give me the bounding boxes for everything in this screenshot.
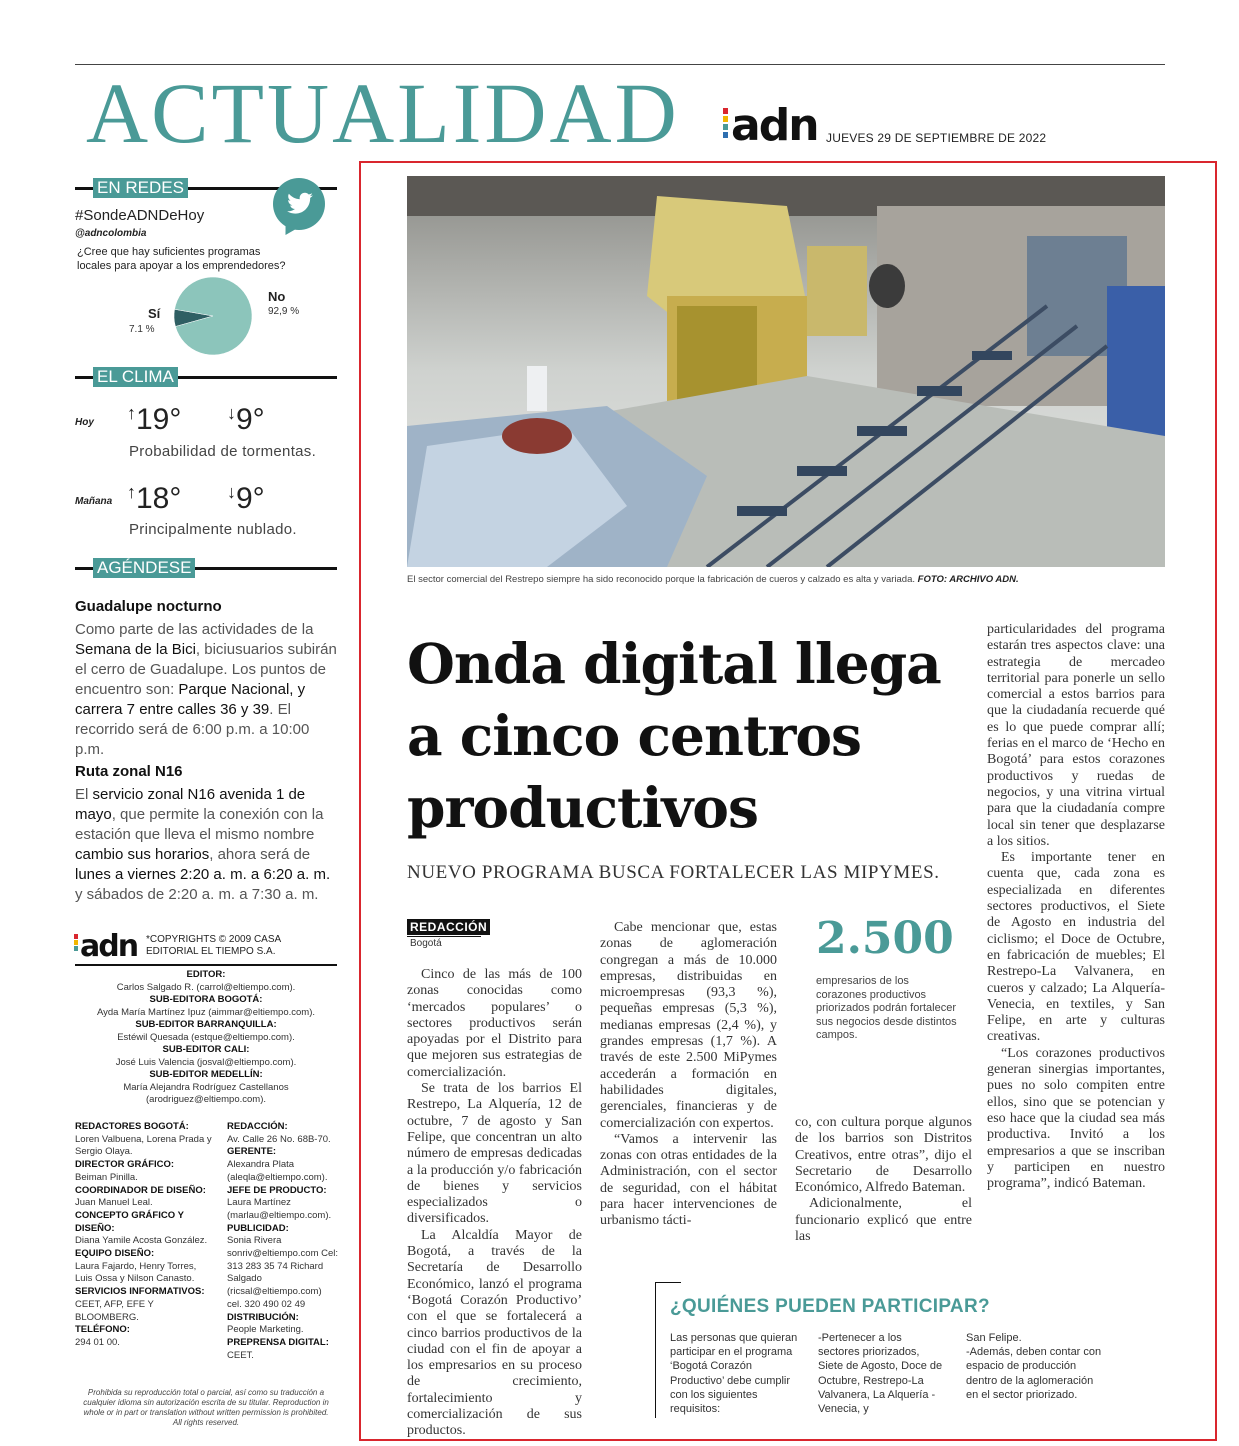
article-paragraph: Es importante tener en cuenta que, cada zona es especializada en diferentes sectores productivos, el Siete de Agosto en industria del ciclismo; el Doce de Octubre, en fabricación de muebles; El Restrepo-La Valvanera, en cueros y calzado; La Alquería-Venecia, en textiles, y San Felipe, en arte y culturas creativas. <box>987 850 1165 1045</box>
issue-date: JUEVES 29 DE SEPTIEMBRE DE 2022 <box>826 131 1047 145</box>
staff-role: PUBLICIDAD: <box>227 1222 289 1234</box>
article-column-1 <box>407 967 582 1440</box>
arrow-down-icon: ↓ <box>227 403 236 423</box>
staff-name: 294 01 00. <box>75 1336 120 1348</box>
staff-name: CEET, AFP, EFE Y BLOOMBERG. <box>75 1298 154 1323</box>
article-paragraph: “Los corazones productivos generan sinergias importantes, pues no solo compiten entre ellos, sino que se potencian y eso hace que la ciudad sea más productiva. Invitó a los empresarios a que se inscriban y participen en nuestro programa”, indicó Bateman. <box>987 1045 1165 1192</box>
agenda-text-part: lunes a viernes 2:20 a. m. a 6:20 a. m. <box>75 866 331 883</box>
staff-name: Sonia Rivera sonriv@eltiempo.com Cel: 313 283 35 74 Richard Salgado (ricsal@eltiempo.com) cel. 320 490 02 49 <box>227 1235 339 1310</box>
adn-logo-small: adn <box>80 932 137 962</box>
agenda-item-body <box>75 620 337 760</box>
box-column-3: San Felipe. -Además, deben contar con espacio de producción dentro de la aglomeración en el sector priorizado. <box>966 1332 1102 1401</box>
box-title: ¿QUIÉNES PUEDEN PARTICIPAR? <box>670 1296 990 1317</box>
article-paragraph: Adicionalmente, el funcionario explicó que entre las <box>795 1196 972 1245</box>
agenda-item-title: Ruta zonal N16 <box>75 763 183 780</box>
staff-role: COORDINADOR DE DISEÑO: <box>75 1184 206 1196</box>
weather-tomorrow-desc: Principalmente nublado. <box>129 521 297 538</box>
article-paragraph: co, con cultura porque algunos de los barrios son Distritos Creativos, entre otras”, dijo el Secretario de Desarrollo Económico, Alfredo Bateman. <box>795 1115 972 1196</box>
agenda-item-title: Guadalupe nocturno <box>75 598 222 615</box>
hashtag: #SondeADNDeHoy <box>75 207 205 224</box>
credit-role: SUB-EDITOR MEDELLÍN: <box>149 1069 263 1080</box>
credit-name: Carlos Salgado R. (carrol@eltiempo.com). <box>116 981 296 993</box>
box-rule-top <box>655 1282 681 1283</box>
weather-today-max: ↑19° <box>127 403 182 436</box>
agenda-text-part: , que permite la conexión con la estación que lleva el mismo nombre <box>75 806 324 843</box>
twitter-bird-icon <box>286 190 314 218</box>
el-clima-heading: EL CLIMA <box>75 367 337 387</box>
staff-name: Loren Valbuena, Lorena Prada y Sergio Olaya. <box>75 1133 212 1158</box>
article-subhead: NUEVO PROGRAMA BUSCA FORTALECER LAS MIPYMES. <box>407 862 940 883</box>
editors-credits <box>75 969 337 1107</box>
staff-role: SERVICIOS INFORMATIVOS: <box>75 1286 205 1298</box>
article-column-2 <box>600 920 777 1230</box>
agenda-item-body <box>75 785 337 905</box>
agenda-text-part: Semana de la Bici <box>75 641 196 658</box>
poll-no-value: 92,9 % <box>268 306 300 317</box>
staff-name: Alexandra Plata (aleqla@eltiempo.com). <box>227 1159 328 1183</box>
article-paragraph: La Alcaldía Mayor de Bogotá, a través de la Secretaría de Desarrollo Económico, lanzó el programa ‘Bogotá Corazón Productivo’ con el que se fortalecerá a cinco barrios productivos de la ciudad con el fin de apoyar a los empresarios en su proceso de crecimiento, fortalecimiento y comercialización de sus productos. <box>407 1227 582 1439</box>
staff-role: TELÉFONO: <box>75 1324 130 1336</box>
credit-name: María Alejandra Rodríguez Castellanos (arodriguez@eltiempo.com). <box>123 1081 289 1105</box>
article-paragraph: Cinco de las más de 100 zonas conocidas como ‘mercados populares’ o sectores productivos serán apoyadas por el Distrito para que mejoren sus estrategias de comercialización. <box>407 967 582 1080</box>
article-paragraph: particularidades del programa estarán tres aspectos clave: una estrategia de mercadeo territorial para ponerle un sello comercial a estos barrios para que la ciudadanía recuerde qué es lo que puede comprar allí; ferias en el marco de ‘Hecho en Bogotá’ para estos corazones productivos y ruedas de negocios, y una vitrina virtual para que la ciudadanía compre local sin tener que desplazarse a los sitios. <box>987 622 1166 849</box>
section-title: ACTUALIDAD <box>86 65 680 161</box>
copyright-text: *COPYRIGHTS © 2009 CASA EDITORIAL EL TIEMPO S.A. <box>146 934 281 957</box>
staff-role: GERENTE: <box>227 1146 277 1158</box>
weather-tomorrow-max: ↑18° <box>127 482 182 515</box>
arrow-down-icon: ↓ <box>227 482 236 502</box>
article-photo <box>407 176 1165 567</box>
copyright-rule <box>75 964 337 966</box>
agenda-text-part: El <box>75 786 93 803</box>
stat-number: 2.500 <box>816 913 954 964</box>
arrow-up-icon: ↑ <box>127 482 136 502</box>
box-column-1: Las personas que quieran participar en el programa ‘Bogotá Corazón Productivo’ debe cumplir con los siguientes requisitos: <box>670 1332 798 1416</box>
weather-today-desc: Probabilidad de tormentas. <box>129 443 317 460</box>
article-paragraph: Se trata de los barrios El Restrepo, La Alquería, 12 de octubre, 7 de agosto y San Felipe, que concentran un alto número de empresas dedicadas a la producción y/o fabricación de bienes y servicios especializados o diversificados. <box>407 1081 582 1227</box>
photo-caption: El sector comercial del Restrepo siempre ha sido reconocido porque la fabricación de cueros y calzado es alta y variada. FOTO: ARCHIVO ADN. <box>407 574 1019 585</box>
staff-role: CONCEPTO GRÁFICO Y DISEÑO: <box>75 1209 184 1234</box>
credit-role: SUB-EDITOR BARRANQUILLA: <box>135 1019 277 1030</box>
weather-today-min: ↓9° <box>227 403 265 436</box>
staff-role: DIRECTOR GRÁFICO: <box>75 1159 175 1171</box>
article-headline: Onda digital llega a cinco centros productivos <box>407 631 941 840</box>
poll-question: ¿Cree que hay suficientes programas locales para apoyar a los emprendedores? <box>77 246 286 272</box>
agenda-text-part: , biciusuarios subirán el cerro de Guadalupe. Los puntos de encuentro son: <box>75 641 337 698</box>
staff-name: Beiman Pinilla. <box>75 1171 138 1183</box>
credit-name: José Luis Valencia (josval@eltiempo.com). <box>115 1056 297 1068</box>
agenda-text-part: y sábados de 2:20 a. m. a 7:30 a. m. <box>75 886 319 903</box>
byline-city: Bogotá <box>410 938 442 949</box>
box-rule-vertical <box>655 1282 656 1418</box>
weather-tomorrow-label: Mañana <box>75 496 113 507</box>
staff-name: Av. Calle 26 No. 68B-70. <box>227 1133 331 1145</box>
agenda-text-part: , ahora será de <box>209 846 311 863</box>
agendese-heading: AGÉNDESE <box>75 558 337 578</box>
staff-name: People Marketing. <box>227 1324 304 1336</box>
staff-left <box>75 1121 215 1350</box>
staff-name: Diana Yamile Acosta González. <box>75 1235 208 1247</box>
en-redes-heading: EN REDES <box>75 178 337 198</box>
article-paragraph: Cabe mencionar que, estas zonas de aglomeración congregan a más de 10.000 empresas, distribuidas en microempresas (93,3 %), pequeñas empresas (5,3 %), medianas empresas (2,4 %), y grandes empresas (1,7 %). A través de este 2.500 MiPymes accederán a formación en habilidades digitales, gerenciales, financieras y de comercialización con expertos. <box>600 920 777 1131</box>
byline-rule <box>407 936 481 937</box>
box-column-2: -Pertenecer a los sectores priorizados, Siete de Agosto, Doce de Octubre, Restrepo-La Valvanera, La Alquería - Venecia, y <box>818 1332 943 1416</box>
weather-tomorrow-min: ↓9° <box>227 482 265 515</box>
article-column-4 <box>987 622 1165 1192</box>
staff-role: EQUIPO DISEÑO: <box>75 1248 155 1260</box>
byline: REDACCIÓN <box>407 919 490 935</box>
poll-yes-label: Sí <box>148 306 161 321</box>
credit-role: SUB-EDITOR CALI: <box>162 1044 250 1055</box>
agenda-text-part: servicio zonal N16 avenida 1 de mayo <box>75 786 306 823</box>
adn-logo: adn <box>731 104 818 148</box>
fine-print: Prohibida su reproducción total o parcial, así como su traducción a cualquier idioma sin autorización escrita de su titular. Reproduction in whole or in part or translation without written permission is prohibited. All rights reserved. <box>83 1388 329 1427</box>
staff-right <box>227 1121 339 1362</box>
staff-name: Laura Fajardo, Henry Torres, Luis Ossa y Nilson Canasto. <box>75 1260 197 1285</box>
article-paragraph: “Vamos a intervenir las zonas con otras entidades de la Administración, con el sector de seguridad, con el hábitat para hacer intervenciones de urbanismo tácti- <box>600 1131 777 1229</box>
staff-name: Laura Martínez (marlau@eltiempo.com). <box>227 1197 332 1221</box>
staff-role: REDACCIÓN: <box>227 1121 288 1132</box>
staff-name: CEET. <box>227 1349 254 1361</box>
staff-role: PREPRENSA DIGITAL: <box>227 1336 329 1348</box>
article-column-3 <box>795 1115 972 1245</box>
stat-text: empresarios de los corazones productivos priorizados podrán fortalecer sus negocios desde distintos campos. <box>816 975 957 1041</box>
staff-role: JEFE DE PRODUCTO: <box>227 1184 327 1196</box>
staff-role: REDACTORES BOGOTÁ: <box>75 1121 189 1132</box>
arrow-up-icon: ↑ <box>127 403 136 423</box>
staff-role: DISTRIBUCIÓN: <box>227 1311 299 1323</box>
credit-name: Estéwil Quesada (estque@eltiempo.com). <box>117 1031 295 1043</box>
credit-name: Ayda María Martínez Ipuz (aimmar@eltiempo.com). <box>96 1006 315 1018</box>
staff-name: Juan Manuel Leal. <box>75 1197 153 1209</box>
agenda-text-part: Como parte de las actividades de la <box>75 621 314 638</box>
agenda-text-part: cambio sus horarios <box>75 846 210 863</box>
credit-role: EDITOR: <box>186 969 226 980</box>
weather-today-label: Hoy <box>75 417 94 428</box>
agenda-text-part: Parque Nacional, y carrera 7 entre calles 36 y 39 <box>75 681 306 718</box>
twitter-handle: @adncolombia <box>75 228 147 239</box>
poll-yes-value: 7.1 % <box>129 324 155 335</box>
credit-role: SUB-EDITORA BOGOTÁ: <box>149 994 263 1005</box>
poll-no-label: No <box>268 289 286 304</box>
poll-pie-chart <box>173 276 253 356</box>
agenda-text-part: . El recorrido será de 6:00 p.m. a 10:00 p.m. <box>75 701 310 758</box>
